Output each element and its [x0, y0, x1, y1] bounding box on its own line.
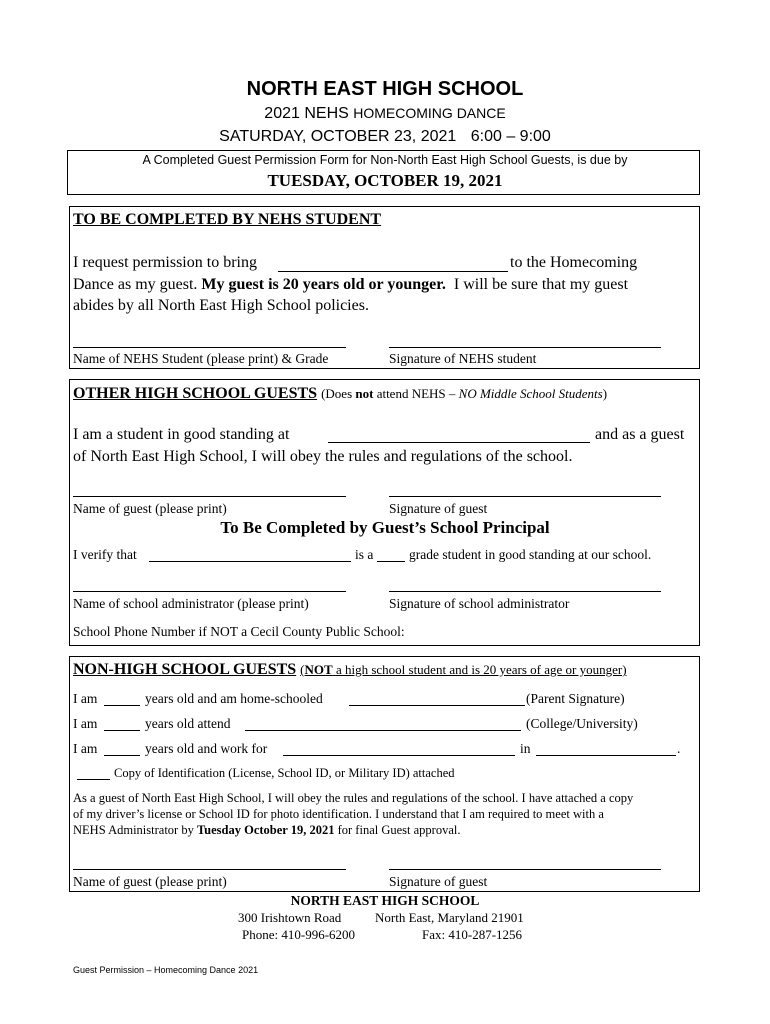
event-time: 6:00 – 9:00: [470, 128, 551, 145]
non-hs-note: [300, 662, 626, 677]
request-text: I request permission to bring: [73, 254, 257, 271]
standing-text: I am a student in good standing at: [73, 426, 290, 443]
age-requirement: My guest is 20 years old or younger.: [201, 276, 446, 293]
non-hs-heading: NON-HIGH SCHOOL GUESTS: [73, 661, 297, 678]
para3-text-b: for final Guest approval.: [337, 823, 461, 837]
policy-line: abides by all North East High School policies.: [73, 297, 369, 314]
footer-city: North East, Maryland 21901: [375, 910, 524, 925]
student-name-line[interactable]: [73, 347, 346, 348]
work-text-c: in: [520, 741, 531, 756]
work-location-blank[interactable]: [536, 755, 676, 756]
verify-text-c: grade student in good standing at our school.: [409, 547, 652, 562]
id-copy-text: Copy of Identification (License, School ID, or Military ID) attached: [114, 766, 455, 780]
verify-grade-blank[interactable]: [377, 561, 405, 562]
non-hs-name-line[interactable]: [73, 869, 346, 870]
note-text-a: (Does: [321, 386, 353, 401]
admin-name-label: Name of school administrator (please print): [73, 596, 309, 611]
student-name-label: Name of NEHS Student (please print) & Grade: [73, 351, 329, 366]
admin-name-line[interactable]: [73, 591, 346, 592]
footer-address: 300 Irishtown Road: [238, 910, 342, 925]
admin-signature-line[interactable]: [389, 591, 661, 592]
student-heading: TO BE COMPLETED BY NEHS STUDENT: [73, 211, 382, 228]
guest-text-b: I will be sure that my guest: [453, 276, 629, 293]
college-age-blank[interactable]: [104, 730, 140, 731]
work-age-blank[interactable]: [104, 755, 140, 756]
page-footer-note: Guest Permission – Homecoming Dance 2021: [73, 965, 259, 975]
work-text-b: years old and work for: [145, 741, 268, 756]
student-guest-line: [73, 276, 628, 294]
footer-school: NORTH EAST HIGH SCHOOL: [290, 893, 480, 908]
principal-heading: To Be Completed by Guest’s School Principal: [220, 518, 550, 537]
work-text-a: I am: [73, 741, 98, 756]
non-hs-heading-line: [73, 661, 627, 679]
event-subtitle: [0, 105, 770, 123]
school-phone-label: School Phone Number if NOT a Cecil County Public School:: [73, 624, 405, 639]
college-name-blank[interactable]: [245, 730, 521, 731]
non-hs-signature-line[interactable]: [389, 869, 661, 870]
admin-signature-label: Signature of school administrator: [389, 596, 570, 611]
college-text-c: (College/University): [526, 716, 638, 731]
home-text-a: I am: [73, 691, 98, 706]
guest-name-label: Name of guest (please print): [73, 501, 227, 516]
home-age-blank[interactable]: [104, 705, 140, 706]
event-date: SATURDAY, OCTOBER 23, 2021: [219, 128, 457, 145]
due-note: A Completed Guest Permission Form for Non-North East High School Guests, is due by: [142, 153, 628, 167]
non-hs-signature-label: Signature of guest: [389, 874, 488, 889]
college-text-b: years old attend: [145, 716, 231, 731]
para3-text-a: NEHS Administrator by: [73, 823, 194, 837]
non-hs-name-label: Name of guest (please print): [73, 874, 227, 889]
home-text-c: (Parent Signature): [526, 691, 625, 706]
employer-blank[interactable]: [283, 755, 515, 756]
non-hs-note-text: a high school student and is 20 years of age or younger): [335, 662, 627, 677]
guest-name-line[interactable]: [73, 496, 346, 497]
event-name: HOMECOMING DANCE: [353, 105, 506, 121]
non-hs-para-1: As a guest of North East High School, I will obey the rules and regulations of the school. I have attached a copy: [73, 791, 634, 805]
college-text-a: I am: [73, 716, 98, 731]
note-not: not: [355, 386, 374, 401]
non-hs-para-3: [73, 823, 461, 838]
footer-fax: Fax: 410-287-1256: [422, 927, 523, 942]
note-no-middle: NO Middle School Students: [458, 386, 603, 401]
guest-signature-label: Signature of guest: [389, 501, 488, 516]
obey-rules-line: of North East High School, I will obey the rules and regulations of the school.: [73, 448, 573, 465]
non-hs-note-open: (: [300, 662, 305, 677]
guest-text-a: Dance as my guest.: [73, 276, 198, 293]
other-hs-note: [321, 386, 607, 401]
due-date: TUESDAY, OCTOBER 19, 2021: [267, 171, 503, 190]
parent-signature-blank[interactable]: [349, 705, 525, 706]
work-text-d: .: [677, 741, 681, 756]
verify-text-b: is a: [355, 547, 374, 562]
verify-text: I verify that: [73, 547, 137, 562]
note-close: ): [602, 386, 608, 401]
para3-deadline: Tuesday October 19, 2021: [196, 823, 335, 837]
other-hs-heading-line: [73, 385, 607, 403]
non-hs-note-not: NOT: [304, 662, 333, 677]
guest-signature-line[interactable]: [389, 496, 661, 497]
event-year: 2021 NEHS: [264, 105, 349, 122]
note-text-b: attend NEHS –: [376, 386, 456, 401]
footer-phone: Phone: 410-996-6200: [242, 927, 356, 942]
request-text-cont: to the Homecoming: [510, 254, 638, 271]
student-request-line: [73, 254, 257, 272]
event-date-line: [0, 128, 770, 146]
verify-student-blank[interactable]: [149, 561, 351, 562]
other-hs-heading: OTHER HIGH SCHOOL GUESTS: [73, 385, 318, 402]
school-name-blank[interactable]: [328, 442, 590, 443]
guest-name-blank[interactable]: [278, 271, 508, 272]
page-title: NORTH EAST HIGH SCHOOL: [246, 78, 524, 100]
home-text-b: years old and am home-schooled: [145, 691, 323, 706]
id-copy-checkbox-blank[interactable]: [77, 779, 110, 780]
non-hs-para-2: of my driver’s license or School ID for photo identification. I understand that I am required to meet with a: [73, 807, 604, 821]
standing-text-cont: and as a guest: [595, 426, 685, 443]
student-signature-label: Signature of NEHS student: [389, 351, 537, 366]
student-signature-line[interactable]: [389, 347, 661, 348]
